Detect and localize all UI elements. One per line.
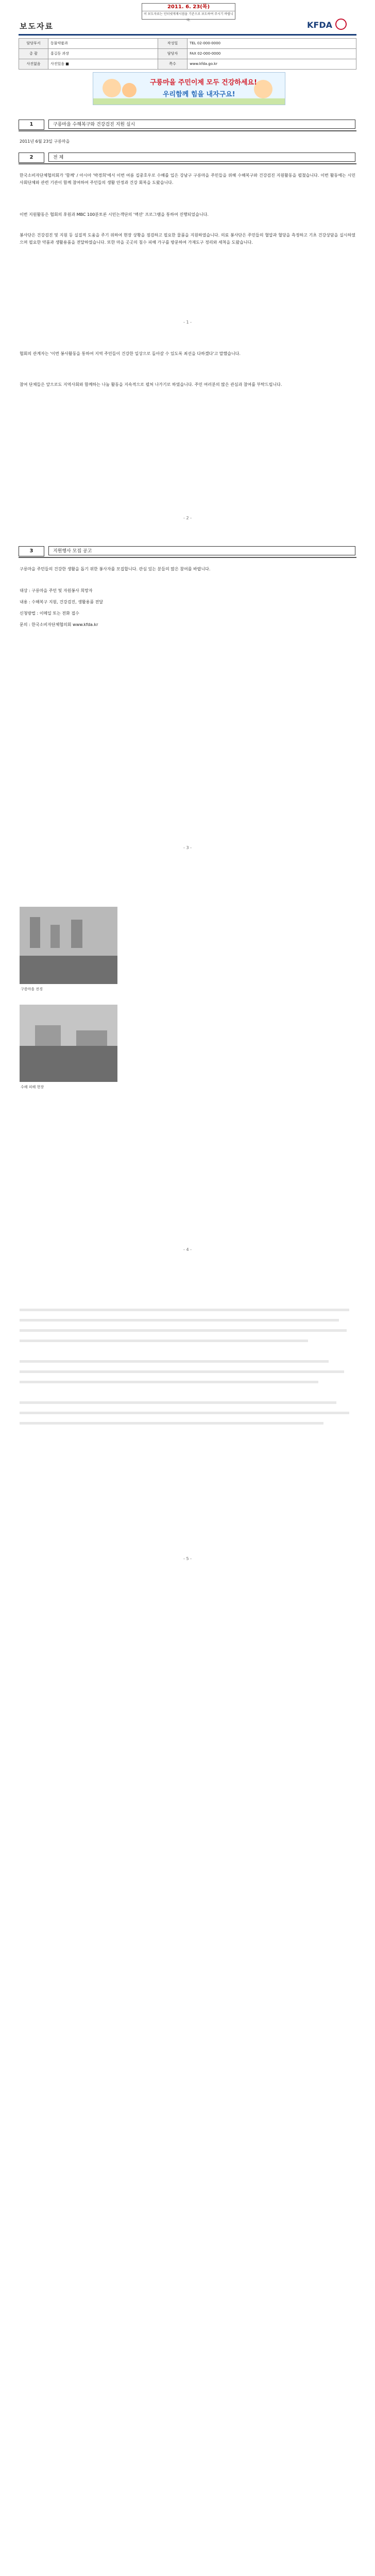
kfda-logo	[305, 18, 351, 32]
table-row	[19, 49, 356, 59]
info-key: 담당부서	[19, 39, 48, 49]
text-line	[20, 1360, 329, 1363]
recruit-item: 문의 : 한국소비자단체협의회 www.kfda.kr	[20, 622, 98, 627]
document-title: 보도자료	[20, 22, 54, 31]
text-line	[20, 1422, 323, 1425]
info-value: 동물약품과	[48, 39, 158, 49]
text-line	[20, 1381, 318, 1383]
photo-image	[20, 907, 117, 984]
photo-village-view	[20, 907, 117, 984]
info-key: 사진없음	[19, 59, 48, 70]
info-value: 사진있음 ■	[48, 59, 158, 70]
text-line	[20, 1319, 339, 1321]
recruit-paragraph: 구릉마을 주민들의 건강한 생활을 돕기 위한 봉사자를 모집합니다. 관심 있는 분들의 많은 참여를 바랍니다.	[20, 567, 211, 571]
page-number: - 2 -	[183, 516, 192, 520]
info-value: TEL 02-000-0000	[187, 39, 356, 49]
page-number: - 5 -	[183, 1556, 192, 1561]
photo-flood-damage	[20, 1005, 117, 1082]
date-box	[142, 3, 235, 20]
info-key: 담당자	[158, 49, 187, 59]
page-number: - 4 -	[183, 1247, 192, 1252]
banner-title: 구릉마을 주민이제 모두 건강하세요!	[150, 79, 257, 87]
body-paragraph: 봉사단은 건강검진 및 지원 등 실질적 도움을 주기 위하여 현장 상황을 점검하고 필요한 물품을 지원하였습니다. 의료 봉사단은 주민들의 혈압과 혈당을 측정하고 기초 건강상담을 실시하였으며 필요한 약품과 생활용품을 전달하였습니다. 또한 마을 곳곳의 침수 피해 가구를 방문하여 가재도구 정리와 세척을 도왔습니다.	[20, 233, 355, 245]
text-line	[20, 1340, 308, 1342]
info-key: 쪽수	[158, 59, 187, 70]
text-line	[20, 1370, 344, 1373]
photo-image	[20, 1005, 117, 1082]
photo-caption: 수해 피해 현장	[21, 1085, 44, 1089]
table-row	[19, 39, 356, 49]
table-row	[19, 59, 356, 70]
logo-text: KFDA	[307, 20, 332, 30]
text-line	[20, 1309, 349, 1311]
body-paragraph: 이번 지원활동은 협회의 후원과 MBC 100분토론 시민논객단의 '액션' 프로그램을 통하여 진행되었습니다.	[20, 212, 209, 217]
section-divider	[19, 557, 356, 558]
section-number: 1	[19, 120, 44, 130]
body-paragraph: 한국소비자단체협의회가 '함께' / 아시아 '박경희'에서 이번 여름 집중호우로 수해를 입은 강남구 구릉마을 주민들을 위해 수해복구와 건강검진 지원활동을 펼쳤습니다. 이번 활동에는 시민사회단체와 관련 기관이 함께 참여하여 주민들의 생활 안정과 건강 회복을 도왔습니다.	[20, 173, 355, 185]
recruit-item: 대상 : 구릉마을 주민 및 자원봉사 희망자	[20, 588, 93, 593]
embargo-note: 이 보도자료는 인터넷게재시점을 기준으로 보도하여 주시기 바랍니다.	[142, 11, 235, 24]
lead-paragraph: 2011년 6월 23일 구릉마을	[20, 139, 70, 144]
page-number: - 1 -	[183, 320, 192, 325]
release-date: 2011. 6. 23(목)	[167, 4, 210, 10]
section-title: 지원행사 모집 공고	[48, 546, 355, 555]
body-paragraph: 협회의 관계자는 '이번 봉사활동을 통하여 지역 주민들이 건강한 일상으로 돌아갈 수 있도록 최선을 다하겠다'고 말했습니다.	[20, 351, 241, 356]
section-heading	[19, 152, 356, 163]
title-divider	[19, 34, 356, 36]
photo-caption: 구릉마을 전경	[21, 987, 43, 991]
section-heading	[19, 546, 356, 556]
section-number: 3	[19, 546, 44, 556]
section-title: 전 체	[48, 152, 355, 162]
section-title: 구릉마을 수해복구와 건강검진 지원 실시	[48, 120, 355, 129]
recruit-item: 신청방법 : 이메일 또는 전화 접수	[20, 611, 79, 616]
info-key: 총 괄	[19, 49, 48, 59]
text-line	[20, 1401, 336, 1404]
recruit-item: 내용 : 수해복구 지원, 건강검진, 생활용품 전달	[20, 600, 104, 604]
section-heading	[19, 120, 356, 130]
section-number: 2	[19, 152, 44, 163]
page-number: - 3 -	[183, 845, 192, 850]
banner-subtitle: 우리함께 힘을 내자구요!	[163, 91, 235, 98]
section-divider	[19, 130, 356, 131]
info-value[interactable]: www.kfda.go.kr	[187, 59, 356, 70]
text-line	[20, 1412, 349, 1414]
contact-info-table	[19, 38, 356, 70]
info-value: 홍길동 과장	[48, 49, 158, 59]
info-key: 작성일	[158, 39, 187, 49]
text-line	[20, 1329, 347, 1332]
body-paragraph: 참여 단체들은 앞으로도 지역사회와 함께하는 나눔 활동을 지속적으로 펼쳐 나가기로 하였습니다. 주민 여러분의 많은 관심과 참여를 부탁드립니다.	[20, 382, 282, 387]
section-divider	[19, 163, 356, 164]
campaign-banner	[93, 72, 285, 105]
info-value: FAX 02-000-0000	[187, 49, 356, 59]
